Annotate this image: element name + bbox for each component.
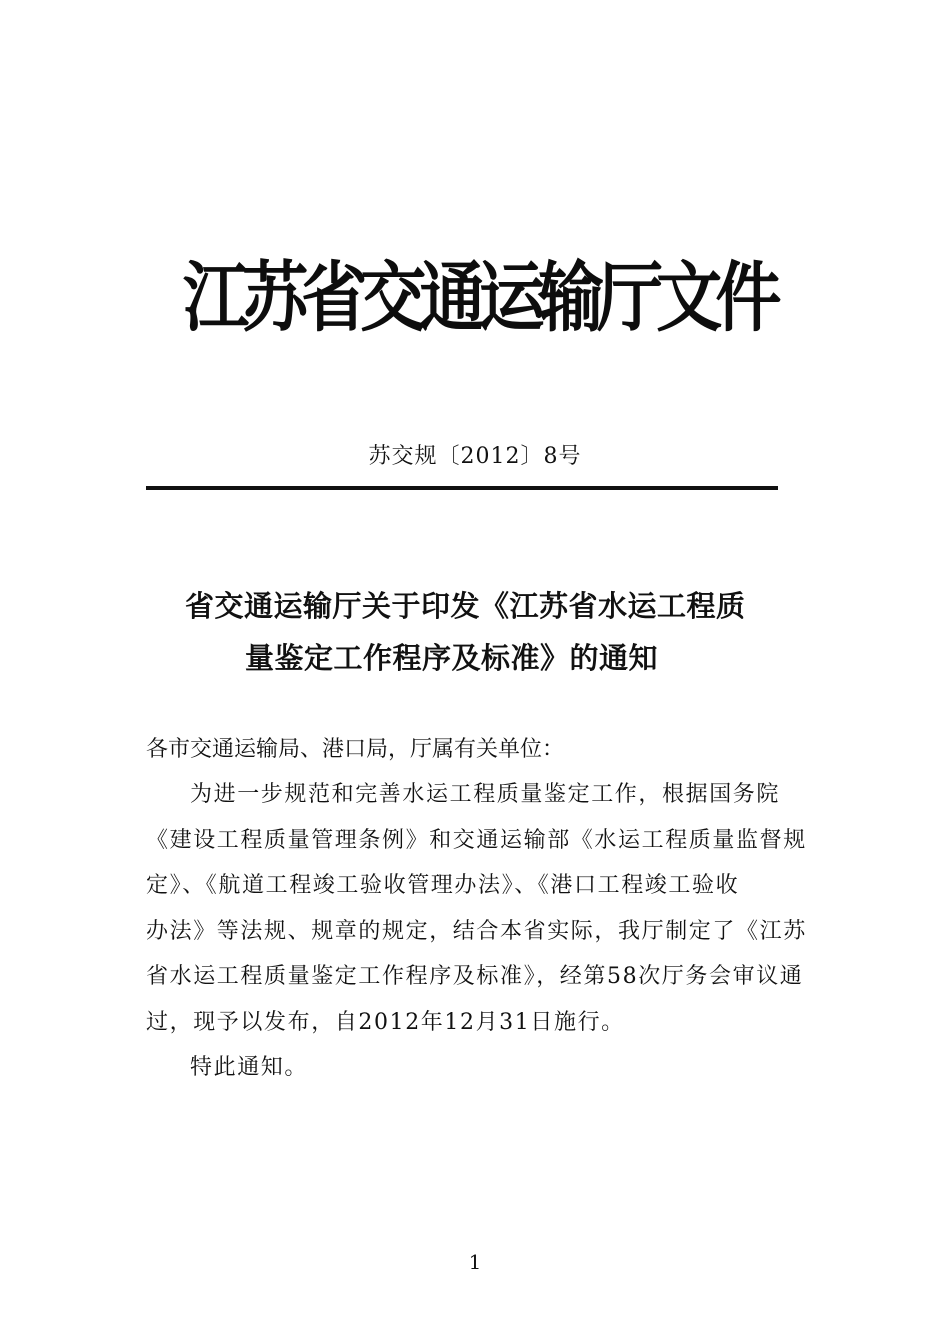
body-line: 为进一步规范和完善水运工程质量鉴定工作，根据国务院	[190, 782, 781, 807]
closing-line: 特此通知。	[190, 1055, 309, 1080]
body-line: 《建设工程质量管理条例》和交通运输部《水运工程质量监督规	[146, 827, 807, 853]
header-divider-line	[146, 486, 778, 490]
body-line: 定》、《航道工程竣工验收管理办法》、《港口工程竣工验收	[146, 873, 740, 898]
document-number: 苏交规〔2012〕8号	[368, 444, 582, 469]
addressee: 各市交通运输局、港口局，厅属有关单位：	[146, 737, 565, 762]
page-number: 1	[468, 1250, 482, 1274]
body-line: 过，现予以发布，自2012年12月31日施行。	[146, 1009, 625, 1035]
body-line: 办法》等法规、规章的规定，结合本省实际，我厅制定了《江苏	[146, 918, 807, 944]
issuer-header: 江苏省交通运输厅文件	[182, 253, 775, 342]
body-line: 省水运工程质量鉴定工作程序及标准》，经第58次厅务会审议通	[146, 964, 804, 989]
body-text	[146, 772, 807, 1091]
notice-title-line: 省交通运输厅关于印发《江苏省水运工程质	[185, 589, 746, 623]
notice-title	[185, 580, 795, 684]
notice-title-line: 量鉴定工作程序及标准》的通知	[245, 641, 659, 675]
